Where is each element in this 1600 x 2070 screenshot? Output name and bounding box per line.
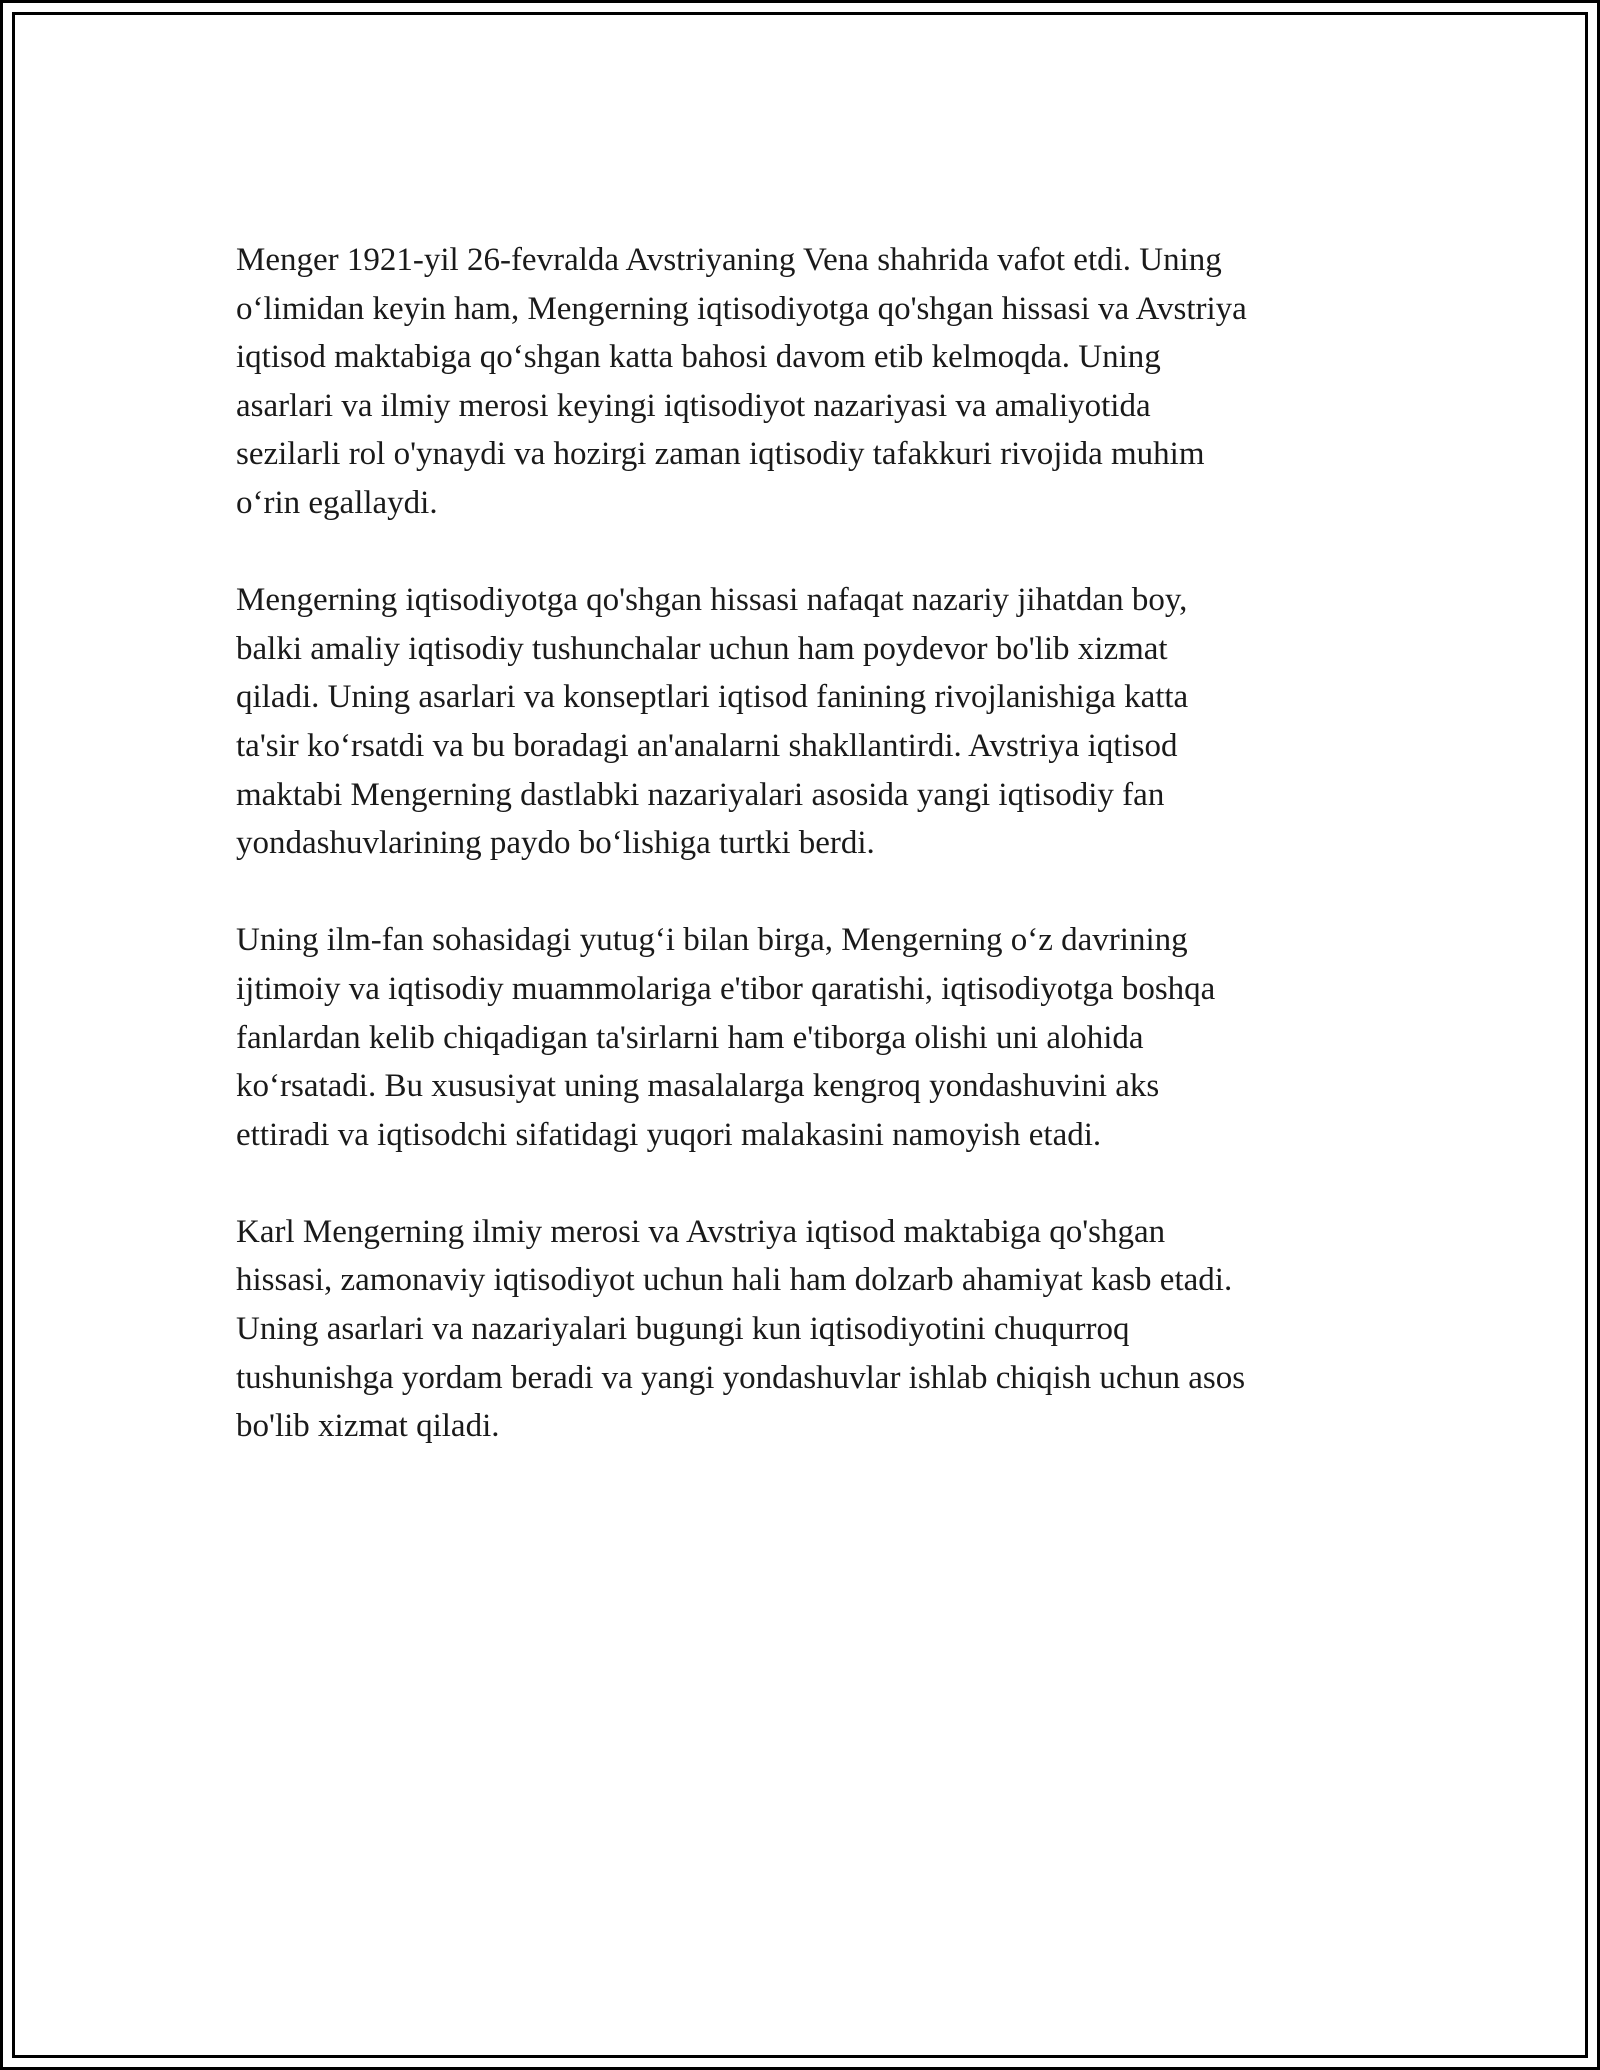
text-line: yondashuvlarining paydo bo‘lishiga turtki berdi. <box>236 825 875 862</box>
text-line: hissasi, zamonaviy iqtisodiyot uchun hali ham dolzarb ahamiyat kasb etadi. <box>236 1262 1233 1299</box>
text-line: ijtimoiy va iqtisodiy muammolariga e'tibor qaratishi, iqtisodiyotga boshqa <box>236 970 1216 1007</box>
text-line: tushunishga yordam beradi va yangi yondashuvlar ishlab chiqish uchun asos <box>236 1359 1246 1396</box>
paragraph-2 <box>236 576 1386 868</box>
text-line: Karl Mengerning ilmiy merosi va Avstriya iqtisod maktabiga qo'shgan <box>236 1213 1166 1250</box>
text-line: asarlari va ilmiy merosi keyingi iqtisodiyot nazariyasi va amaliyotida <box>236 387 1151 424</box>
text-line: bo'lib xizmat qiladi. <box>236 1408 500 1445</box>
text-line: iqtisod maktabiga qo‘shgan katta bahosi davom etib kelmoqda. Uning <box>236 339 1161 376</box>
text-line: fanlardan kelib chiqadigan ta'sirlarni ham e'tiborga olishi uni alohida <box>236 1019 1144 1056</box>
text-line: sezilarli rol o'ynaydi va hozirgi zaman iqtisodiy tafakkuri rivojida muhim <box>236 436 1205 473</box>
text-line: o‘limidan keyin ham, Mengerning iqtisodiyotga qo'shgan hissasi va Avstriya <box>236 290 1247 327</box>
paragraph-1 <box>236 236 1386 528</box>
text-line: balki amaliy iqtisodiy tushunchalar uchun ham poydevor bo'lib xizmat <box>236 630 1168 667</box>
text-line: maktabi Mengerning dastlabki nazariyalari asosida yangi iqtisodiy fan <box>236 776 1165 813</box>
text-line: Uning ilm-fan sohasidagi yutug‘i bilan birga, Mengerning o‘z davrining <box>236 922 1188 959</box>
document-body <box>236 236 1386 1499</box>
text-line: Uning asarlari va nazariyalari bugungi kun iqtisodiyotini chuqurroq <box>236 1311 1130 1348</box>
text-line: ettiradi va iqtisodchi sifatidagi yuqori malakasini namoyish etadi. <box>236 1116 1102 1153</box>
text-line: Menger 1921-yil 26-fevralda Avstriyaning Vena shahrida vafot etdi. Uning <box>236 242 1222 278</box>
text-line: o‘rin egallaydi. <box>236 484 438 521</box>
text-line: ta'sir ko‘rsatdi va bu boradagi an'analarni shakllantirdi. Avstriya iqtisod <box>236 727 1178 764</box>
paragraph-3 <box>236 916 1386 1159</box>
text-line: ko‘rsatadi. Bu xususiyat uning masalalarga kengroq yondashuvini aks <box>236 1068 1160 1105</box>
paragraph-4 <box>236 1208 1386 1451</box>
text-line: Mengerning iqtisodiyotga qo'shgan hissasi nafaqat nazariy jihatdan boy, <box>236 582 1188 619</box>
text-line: qiladi. Uning asarlari va konseptlari iqtisod fanining rivojlanishiga katta <box>236 679 1189 716</box>
